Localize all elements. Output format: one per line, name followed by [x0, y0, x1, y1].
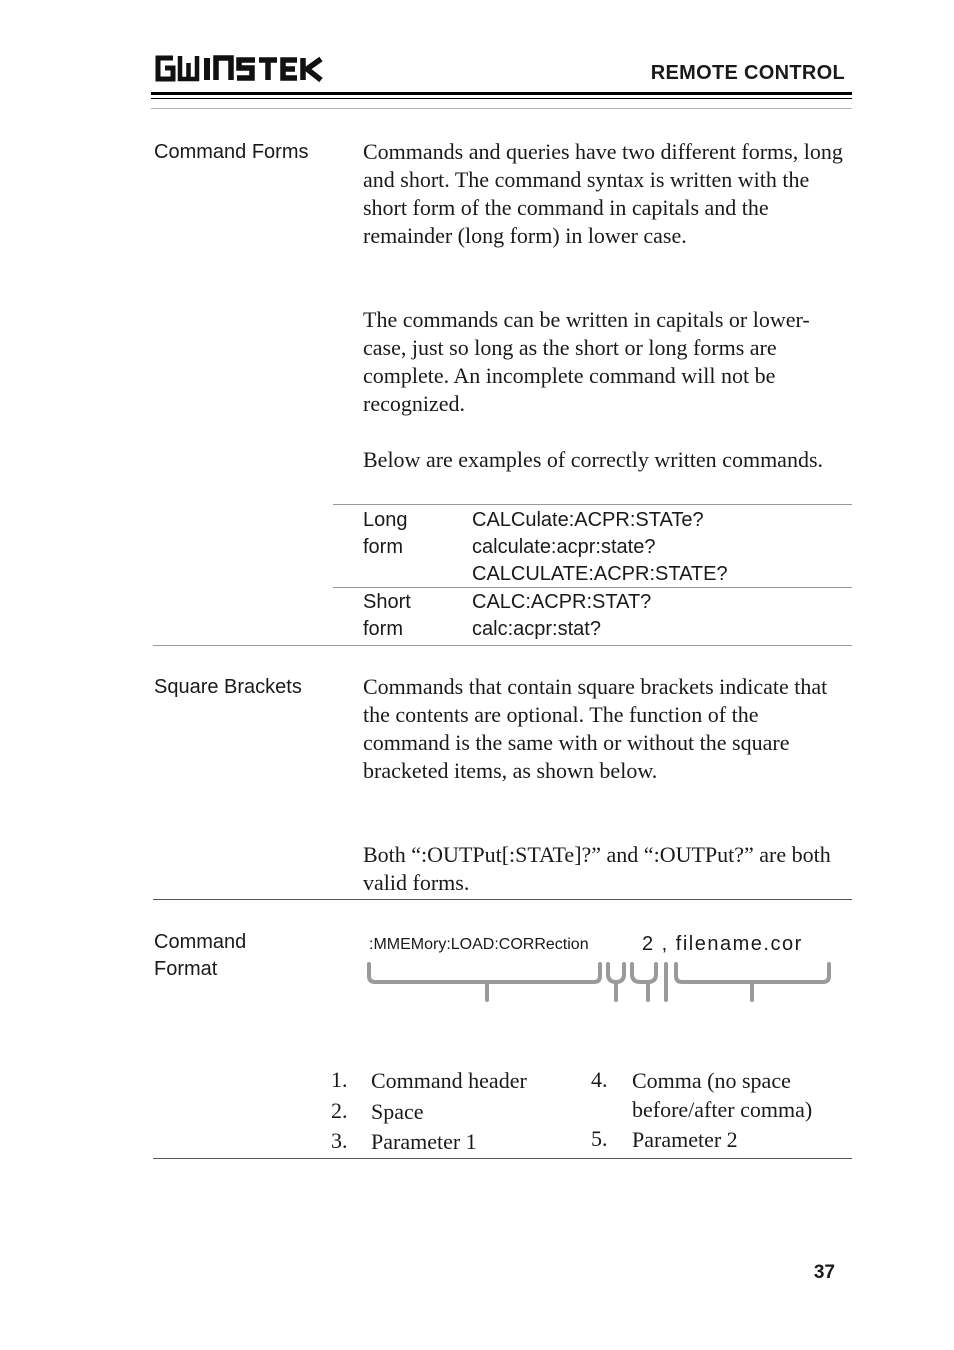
section-divider-3 [153, 1158, 852, 1159]
brace-command-header [369, 964, 600, 982]
command-format-label-line-1: Command [154, 931, 247, 953]
list-num-5: 5. [591, 1126, 608, 1151]
short-form-label [363, 589, 411, 643]
long-form-example-3: CALCULATE:ACPR:STATE? [472, 563, 728, 585]
syntax-brace-diagram [360, 958, 840, 1013]
section-divider-2 [153, 899, 852, 900]
table-top-rule [333, 504, 852, 505]
square-brackets-para-2: Both “:OUTPut[:STATe]?” and “:OUTPut?” are both valid forms. [363, 842, 831, 895]
page-number: 37 [813, 1262, 835, 1283]
short-form-example-2: calc:acpr:stat? [472, 618, 601, 640]
long-form-example-2: calculate:acpr:state? [472, 536, 656, 558]
short-form-examples [472, 589, 651, 643]
command-forms-label: Command Forms [154, 141, 309, 163]
square-brackets-label: Square Brackets [154, 676, 302, 698]
section-title: REMOTE CONTROL [650, 62, 845, 84]
example-command-header: :MMEMory:LOAD:CORRection [369, 936, 589, 953]
command-forms-para-1: Commands and queries have two different forms, long and short. The command syntax is written with the short form of the command in capitals and the remainder (long form) in lower case. [363, 139, 843, 248]
long-form-label [363, 507, 408, 561]
short-form-label-line-1: Short [363, 591, 411, 613]
brand-logo [153, 54, 325, 89]
command-format-label-line-2: Format [154, 958, 218, 980]
list-item-space: Space [371, 1099, 424, 1124]
list-item-comma: Comma (no space before/after comma) [632, 1068, 813, 1122]
header-rule-light [151, 108, 852, 109]
list-num-2: 2. [331, 1098, 348, 1123]
long-form-label-line-2: form [363, 536, 403, 558]
command-format-label [154, 929, 246, 983]
long-form-example-1: CALCulate:ACPR:STATe? [472, 509, 704, 531]
long-form-label-line-1: Long [363, 509, 408, 531]
brace-parameter-2 [676, 964, 829, 982]
command-forms-para-2: The commands can be written in capitals or lower-case, just so long as the short or long forms are complete. An incomplete command will not be recognized. [363, 307, 810, 416]
brace-space [608, 964, 624, 982]
header-rule-thick [151, 92, 852, 95]
short-form-example-1: CALC:ACPR:STAT? [472, 591, 652, 613]
short-form-label-line-2: form [363, 618, 403, 640]
square-brackets-para-1: Commands that contain square brackets indicate that the contents are optional. The function of the command is the same with or without the square bracketed items, as shown below. [363, 674, 828, 783]
table-mid-rule [333, 587, 852, 588]
list-item-command-header: Command header [371, 1068, 527, 1093]
command-forms-para-3: Below are examples of correctly written commands. [363, 447, 824, 472]
list-item-parameter-2: Parameter 2 [632, 1127, 738, 1152]
header-rule-thin [151, 98, 852, 99]
section-divider-1 [153, 645, 852, 646]
list-item-parameter-1: Parameter 1 [371, 1129, 477, 1154]
example-command-params: 2 , filename.cor [642, 933, 803, 955]
brace-parameter-1 [632, 964, 656, 982]
long-form-examples [472, 507, 728, 588]
list-num-1: 1. [331, 1067, 348, 1092]
list-num-3: 3. [331, 1128, 348, 1153]
list-num-4: 4. [591, 1067, 608, 1092]
